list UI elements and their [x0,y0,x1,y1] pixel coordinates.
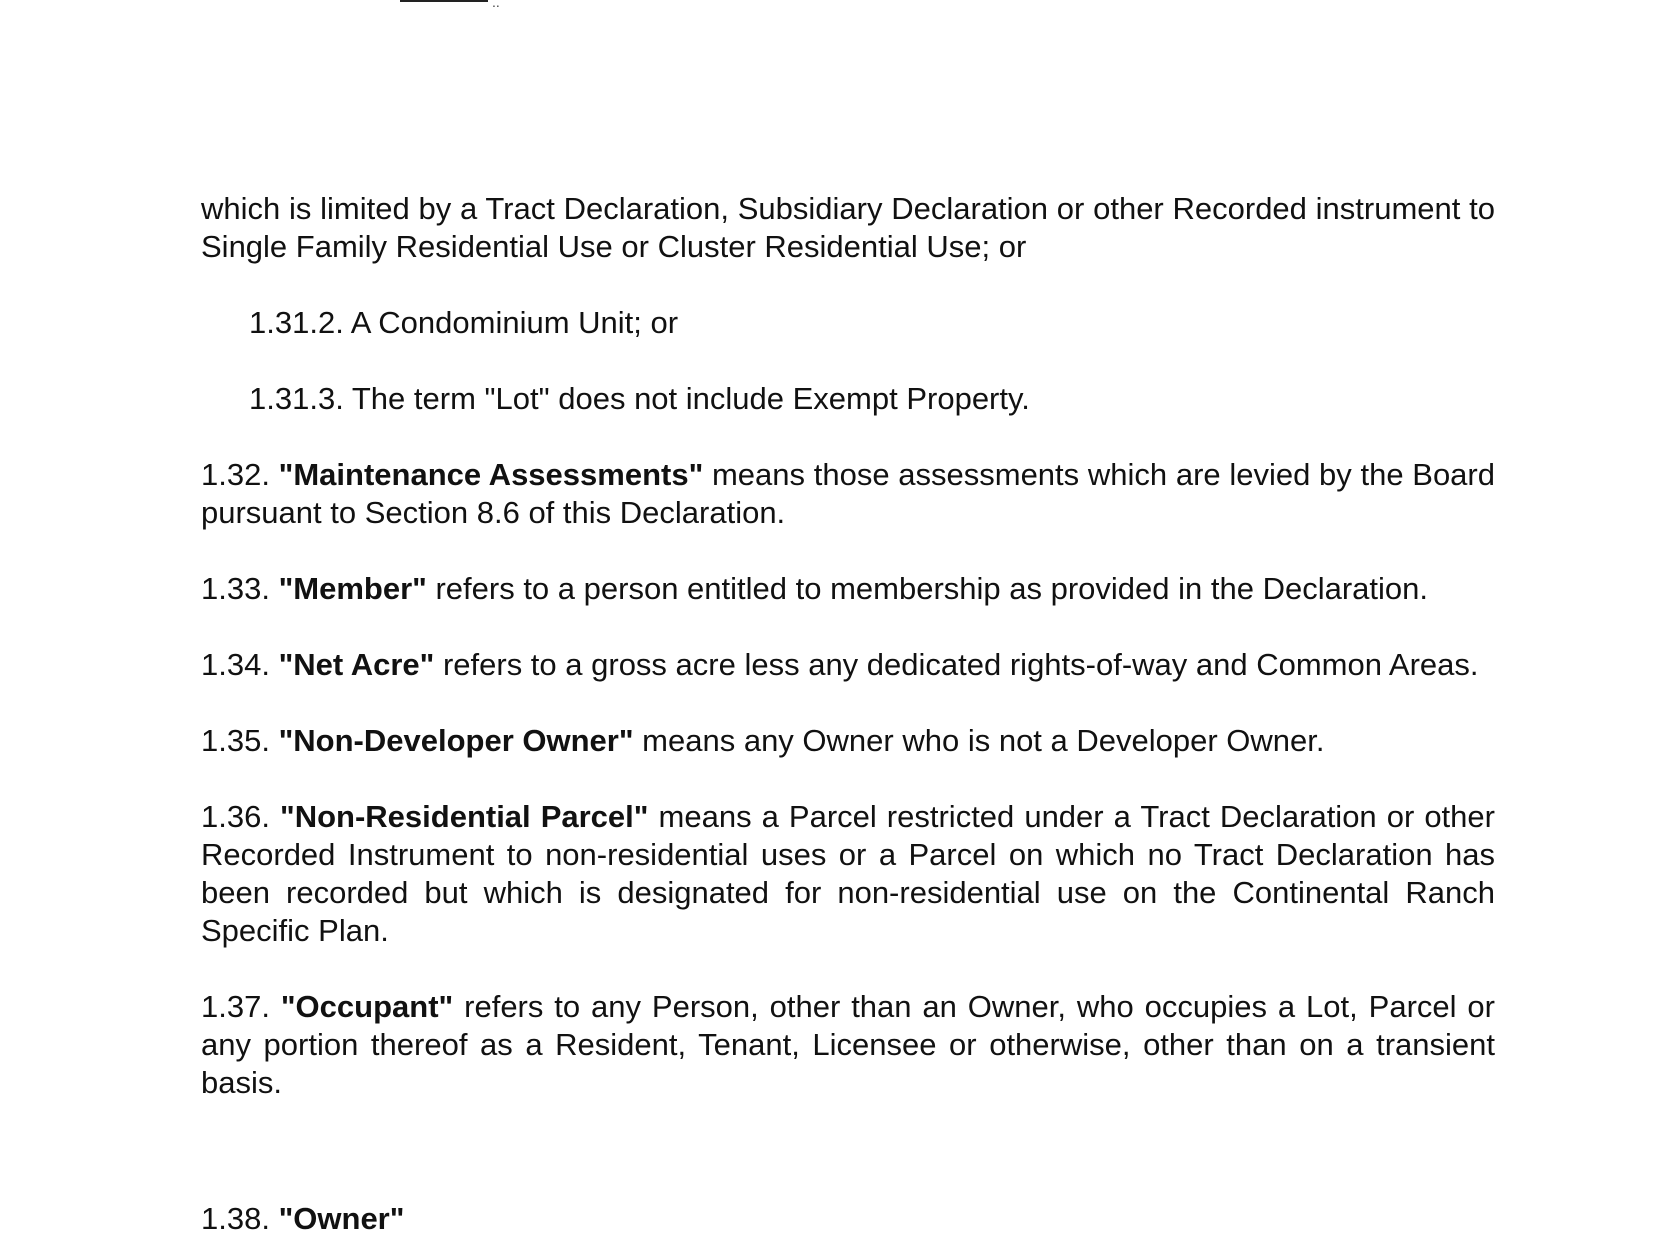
definition-1-32 [201,456,1495,532]
cutoff-line [201,1201,1495,1236]
definition-number: 1.33. [201,571,270,606]
definition-1-37 [201,988,1495,1102]
definition-text: refers to a person entitled to membership as provided in the Declaration. [435,571,1428,606]
definition-1-33 [201,570,1495,608]
definition-text: means those assessments which are levied by the Board pursuant to Section 8.6 of this Declaration. [201,457,1495,530]
header-rule [400,0,488,2]
definition-1-36 [201,798,1495,950]
definition-text: means a Parcel restricted under a Tract Declaration or other Recorded Instrument to non-residential uses or a Parcel on which no Tract Declaration has been recorded but which is designated for non-residential use on the Continental Ranch Specific Plan. [201,799,1495,948]
subitem-1-31-3 [201,380,1495,418]
definition-term: "Occupant" [280,989,454,1024]
subitem-1-31-2 [201,304,1495,342]
definition-number: 1.37. [201,989,270,1024]
definition-term: "Non-Developer Owner" [278,723,634,758]
subitem-number: 1.31.2. [249,305,344,340]
definition-number: 1.34. [201,647,270,682]
definition-number: 1.36. [201,799,270,834]
definition-text: refers to any Person, other than an Owner, who occupies a Lot, Parcel or any portion thereof as a Resident, Tenant, Licensee or otherwise, other than on a transient basis. [201,989,1495,1100]
definition-text: means any Owner who is not a Developer Owner. [642,723,1325,758]
definition-term: "Net Acre" [278,647,435,682]
continued-paragraph: which is limited by a Tract Declaration, Subsidiary Declaration or other Recorded instrument to Single Family Residential Use or Cluster Residential Use; or [201,191,1495,264]
subitem-text: The term "Lot" does not include Exempt Property. [351,381,1030,416]
definition-1-34 [201,646,1495,684]
definition-text: refers to a gross acre less any dedicated rights-of-way and Common Areas. [442,647,1479,682]
subitem-text: A Condominium Unit; or [350,305,679,340]
definition-term: "Member" [278,571,427,606]
definition-number: 1.35. [201,723,270,758]
definition-term: "Owner" [278,1201,405,1236]
definition-term: "Non-Residential Parcel" [280,799,649,834]
header-mark: .. [492,0,500,10]
document-page [201,190,1495,1140]
definition-number: 1.32. [201,457,270,492]
definition-term: "Maintenance Assessments" [278,457,704,492]
definition-1-35 [201,722,1495,760]
subitem-number: 1.31.3. [249,381,344,416]
definition-number: 1.38. [201,1201,270,1236]
